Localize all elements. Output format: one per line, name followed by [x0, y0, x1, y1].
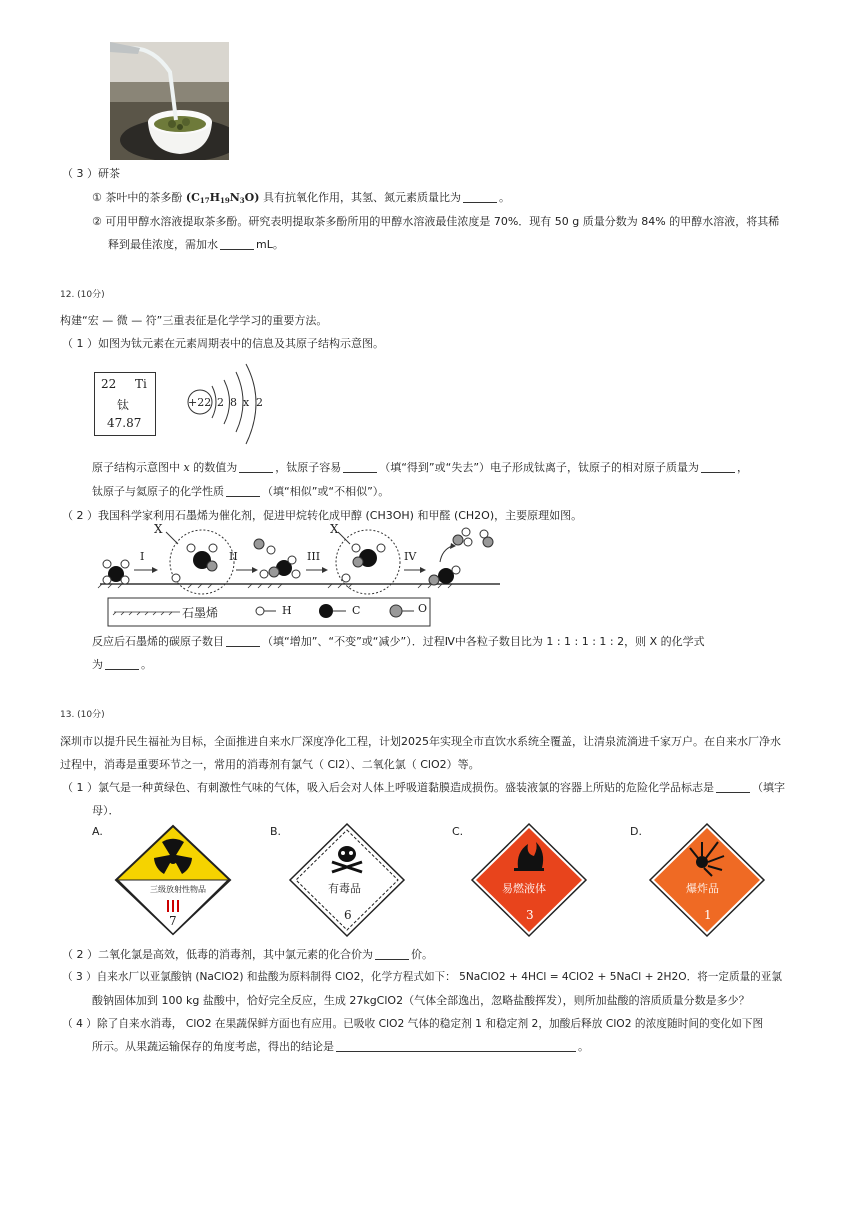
q13-part3-line2: 酸钠固体加到 100 kg 盐酸中，恰好完全反应，生成 27kgClO2（气体全部逸出，忽略盐酸挥发），则所加盐酸的溶质质量分数是多少？ [92, 994, 750, 1007]
q12-part1: （ 1 ）如图为钛元素在元素周期表中的信息及其原子结构示意图。 [62, 337, 384, 350]
legend-c: C [352, 604, 361, 617]
q12-line1: 原子结构示意图中 x 的数值为 ，钛原子容易 （填“得到”或“失去”）电子形成钛离子，钛原子的相对原子质量为 ， [92, 461, 749, 474]
legend-graphite: 石墨烯 [182, 606, 219, 620]
sec3-label: （ 3 ）研茶 [62, 167, 120, 180]
q13-part2: （ 2 ）二氧化氯是高效，低毒的消毒剂，其中氯元素的化合价为 价。 [62, 948, 433, 961]
q12-intro: 构建“宏 — 微 — 符”三重表征是化学学习的重要方法。 [60, 314, 328, 327]
answer-blank[interactable] [343, 462, 377, 473]
x-label: X [154, 522, 163, 536]
answer-blank[interactable] [716, 782, 750, 793]
answer-blank[interactable] [375, 949, 409, 960]
answer-blank[interactable] [105, 659, 139, 670]
q12-number: 12. (10分) [60, 290, 105, 300]
x-label: X [330, 522, 339, 536]
step-label: II [229, 550, 238, 563]
sec3-item1: ① 茶叶中的茶多酚 $(C_{17}H_{19}N_3O)$ 具有抗氧化作用，其氢、氮元素质量比为 。 [92, 191, 510, 205]
tea-photo [110, 42, 229, 160]
step-label: III [307, 550, 321, 563]
hazard-sign-a[interactable]: A. 三级放射性物品 7 [92, 822, 242, 938]
answer-blank[interactable] [701, 462, 735, 473]
q12-part2: （ 2 ）我国科学家利用石墨烯为催化剂，促进甲烷转化成甲醇 (CH3OH) 和甲醛 (CH2O)，主要原理如图。 [62, 509, 583, 522]
hazard-sign-d[interactable]: D. 爆炸品 1 [630, 822, 770, 938]
answer-blank[interactable] [220, 239, 254, 250]
q13-part3-line1: （ 3 ）自来水厂以亚氯酸钠 (NaClO2) 和盐酸为原料制得 ClO2，化学方程式如下： 5NaClO2 + 4HCl = 4ClO2 + 5NaCl + 2H2O．将一定质量的亚氯 [62, 971, 782, 983]
legend-h: H [282, 604, 292, 617]
sec3-item2-line1: ② 可用甲醇水溶液提取茶多酚。研究表明提取茶多酚所用的甲醇水溶液最佳浓度是 70%．现有 50 g 质量分数为 84% 的甲醇水溶液，将其稀 [92, 215, 780, 228]
periodic-cell: 22 Ti 钛 47.87 [94, 372, 156, 436]
atom-structure-diagram: +22 2 8 x 2 [180, 352, 270, 452]
step-label: I [140, 550, 145, 563]
q12-line3: 反应后石墨烯的碳原子数目 （填“增加”、“不变”或“减少”）．过程Ⅳ中各粒子数目比为 1 : 1 : 1 : 1 : 2，则 X 的化学式 [92, 635, 705, 648]
q12-line4: 为 。 [92, 658, 152, 671]
sec3-item2-line2: 释到最佳浓度，需加水 mL。 [108, 238, 284, 251]
q13-intro-line2: 过程中，消毒是重要环节之一，常用的消毒剂有氯气（ Cl2）、二氧化氯（ ClO2）等。 [60, 758, 480, 771]
step-label: IV [404, 550, 417, 563]
answer-blank[interactable] [226, 486, 260, 497]
answer-blank[interactable] [463, 192, 497, 203]
q13-part1-line1: （ 1 ）氯气是一种黄绿色、有刺激性气味的气体，吸入后会对人体上呼吸道黏膜造成损伤。盛装液氯的容器上所贴的危险化学品标志是 （填字 [62, 781, 785, 794]
q13-number: 13. (10分) [60, 710, 105, 720]
reaction-mechanism-diagram [96, 522, 516, 630]
legend-o: O [418, 602, 428, 615]
hazard-sign-c[interactable]: C. 易燃液体 3 [452, 822, 592, 938]
q13-part4-line2: 所示。从果蔬运输保存的角度考虑，得出的结论是 。 [92, 1040, 589, 1053]
q13-part1-line2: 母）． [92, 804, 120, 817]
q13-part4-line1: （ 4 ）除了自来水消毒， ClO2 在果蔬保鲜方面也有应用。已吸收 ClO2 气体的稳定剂 1 和稳定剂 2，加酸后释放 ClO2 的浓度随时间的变化如下图 [62, 1017, 764, 1030]
hazard-sign-b[interactable]: B. 有毒品 6 [270, 822, 410, 938]
answer-blank[interactable] [336, 1041, 576, 1052]
q12-line2: 钛原子与氦原子的化学性质 （填“相似”或“不相似”）。 [92, 485, 390, 498]
answer-blank[interactable] [226, 636, 260, 647]
answer-blank[interactable] [239, 462, 273, 473]
q13-intro-line1: 深圳市以提升民生福祉为目标，全面推进自来水厂深度净化工程，计划2025年实现全市直饮水系统全覆盖，让清泉流淌进千家万户。在自来水厂净水 [60, 735, 781, 748]
